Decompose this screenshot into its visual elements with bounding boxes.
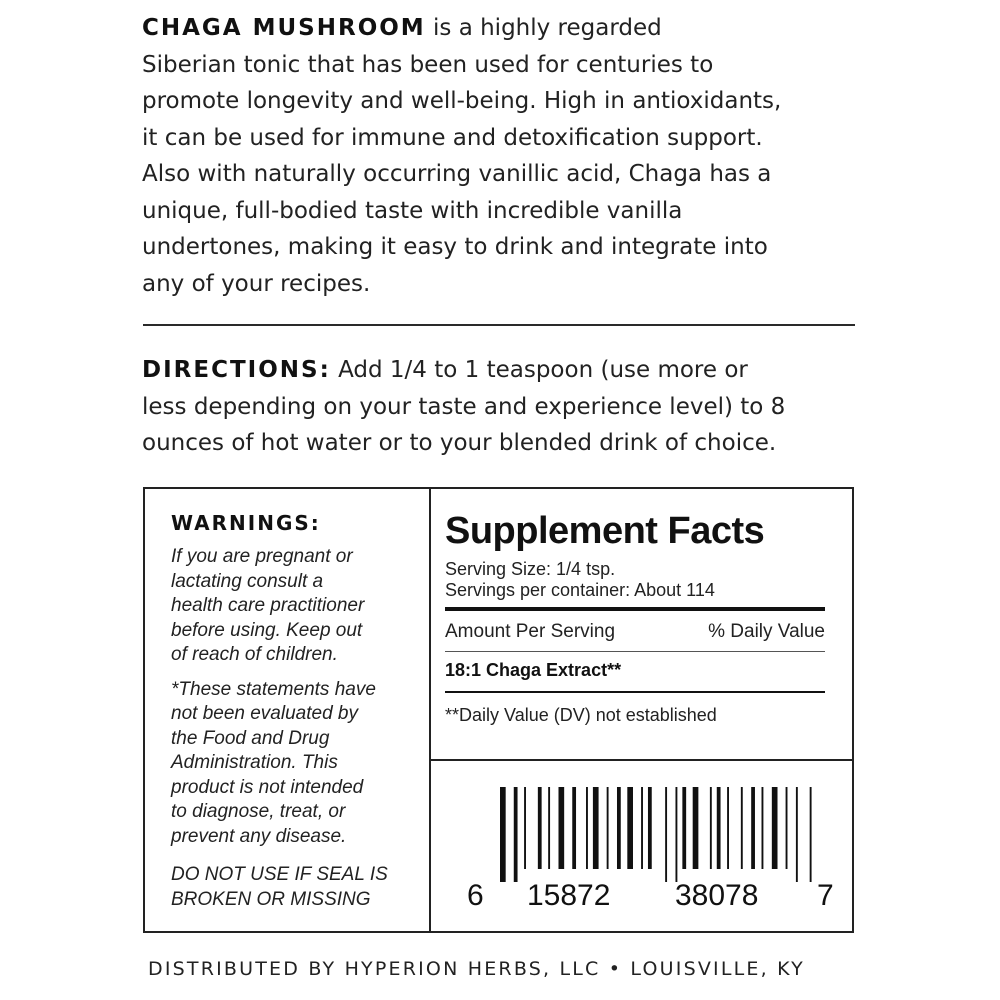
barcode-bar: [617, 787, 621, 869]
warnings-title: WARNINGS:: [171, 511, 321, 535]
barcode-bar: [593, 787, 599, 869]
barcode-icon: [500, 787, 820, 882]
barcode-bar: [796, 787, 798, 882]
barcode-bar: [572, 787, 576, 869]
directions-line: ounces of hot water or to your blended drink of choice.: [142, 430, 777, 456]
supplement-facts-title: Supplement Facts: [445, 510, 765, 552]
amount-header-row: [445, 615, 825, 647]
panel-vertical-divider: [429, 489, 431, 931]
section-divider: [143, 324, 855, 326]
barcode-digit-group-right: 38078: [675, 879, 759, 912]
barcode-bar: [751, 787, 755, 869]
barcode-digit-lead: 6: [467, 879, 484, 912]
barcode-bar: [500, 787, 506, 882]
barcode-bar: [772, 787, 778, 869]
facts-rule-medium: [445, 691, 825, 693]
facts-rule-thick: [445, 607, 825, 611]
barcode-bar: [627, 787, 633, 869]
extract-row: 18:1 Chaga Extract**: [445, 660, 622, 680]
barcode-digit-group-left: 15872: [527, 879, 611, 912]
label-panel: [143, 487, 854, 933]
barcode-bar: [538, 787, 542, 869]
barcode-bar: [693, 787, 699, 869]
barcode-bar: [641, 787, 643, 869]
barcode-bar: [717, 787, 721, 869]
intro-line: promote longevity and well-being. High in antioxidants,: [142, 88, 782, 114]
barcode-bar: [648, 787, 652, 869]
barcode-bar: [558, 787, 564, 869]
intro-paragraph: [142, 10, 872, 302]
supplement-facts-box: [445, 507, 825, 726]
barcode-bar: [586, 787, 588, 869]
barcode-bar: [786, 787, 788, 869]
intro-line: undertones, making it easy to drink and integrate into: [142, 234, 768, 260]
distributor-footer: DISTRIBUTED BY HYPERION HERBS, LLC • LOUISVILLE, KY: [148, 958, 805, 980]
amount-per-serving-header: Amount Per Serving: [445, 621, 616, 642]
warning-pregnancy-text: If you are pregnant or lactating consult a health care practitioner before using. Keep out of reach of children.: [171, 546, 365, 665]
intro-line: any of your recipes.: [142, 270, 371, 297]
intro-line: is a highly regarded: [425, 15, 662, 41]
daily-value-header: % Daily Value: [708, 621, 825, 642]
barcode-bar: [514, 787, 518, 882]
barcode-bar: [727, 787, 729, 869]
barcode-bar: [741, 787, 743, 869]
barcode-bar: [548, 787, 550, 869]
directions-heading: DIRECTIONS:: [142, 357, 331, 383]
barcode-bar: [665, 787, 667, 882]
directions-line: Add 1/4 to 1 teaspoon (use more or: [330, 357, 748, 383]
barcode-bar: [682, 787, 686, 869]
intro-line: it can be used for immune and detoxification support.: [142, 124, 763, 151]
barcode-digits: [467, 879, 837, 915]
serving-size: Serving Size: 1/4 tsp.: [445, 559, 616, 579]
warnings-box: [171, 511, 421, 922]
daily-value-note: **Daily Value (DV) not established: [445, 705, 717, 725]
directions-line: less depending on your taste and experience level) to 8: [142, 393, 786, 420]
barcode-bar: [675, 787, 677, 882]
seal-warning-text: DO NOT USE IF SEAL IS BROKEN OR MISSING: [171, 864, 388, 910]
intro-line: unique, full-bodied taste with incredible vanilla: [142, 197, 683, 224]
panel-horizontal-divider: [431, 759, 852, 761]
directions-paragraph: [142, 352, 872, 462]
barcode-bar: [607, 787, 609, 869]
product-name: CHAGA MUSHROOM: [142, 15, 426, 41]
intro-line: Also with naturally occurring vanillic acid, Chaga has a: [142, 161, 772, 187]
barcode-bar: [810, 787, 812, 882]
barcode-bar: [762, 787, 764, 869]
barcode-bar: [524, 787, 526, 869]
barcode-digit-check: 7: [817, 879, 834, 912]
intro-line: Siberian tonic that has been used for centuries to: [142, 51, 714, 78]
fda-disclaimer-text: *These statements have not been evaluated by the Food and Drug Administration. This product is not intended to diagnose, treat, or prevent any disease.: [171, 678, 376, 847]
barcode-bar: [710, 787, 712, 869]
servings-per-container: Servings per container: About 114: [445, 580, 715, 600]
facts-rule-thin: [445, 651, 825, 652]
